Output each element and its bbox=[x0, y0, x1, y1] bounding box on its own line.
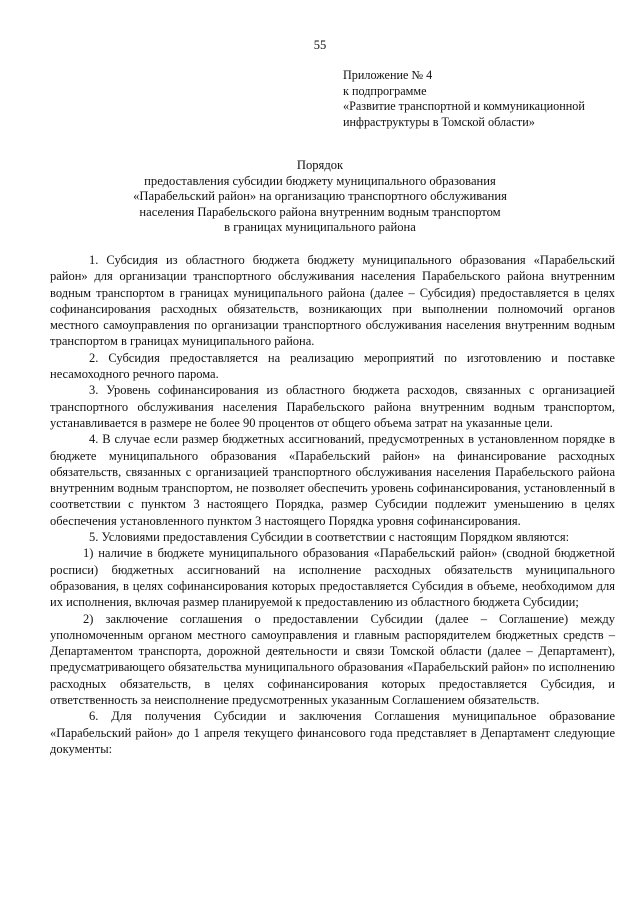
paragraph-4: 4. В случае если размер бюджетных ассигнований, предусмотренных в установленном порядке в бюджете муниципального образования «Парабельский район» на финансирование расходных обязательств, связанных с организацией транспортного обслуживания населения Парабельского района внутренним водным транспортом, не позволяет обеспечить уровень софинансирования, установленный в соответствии с пунктом 3 настоящего Порядка, размер Субсидии подлежит уменьшению в целях обеспечения установленного пунктом 3 настоящего Порядка уровня софинансирования. bbox=[50, 432, 615, 528]
paragraph-5: 5. Условиями предоставления Субсидии в соответствии с настоящим Порядком являются: bbox=[89, 530, 570, 545]
paragraph-2: 2. Субсидия предоставляется на реализацию мероприятий по изготовлению и поставке несамоходного речного парома. bbox=[50, 350, 615, 382]
paragraph-1: 1. Субсидия из областного бюджета бюджету муниципального образования «Парабельский район» для организации транспортного обслуживания населения Парабельского района внутренним водным транспортом в границах муниципального района (далее – Субсидия) предоставляется в целях софинансирования расходных обязательств, возникающих при выполнении полномочий органов местного самоуправления по организации транспортного обслуживания населения внутренним водным транспортом в границах муниципального района. bbox=[50, 253, 615, 349]
paragraph-3: 3. Уровень софинансирования из областного бюджета расходов, связанных с организацией транспортного обслуживания населения Парабельского района внутренним водным транспортом, устанавливается в размере не более 90 процентов от общего объема затрат на указанные цели. bbox=[50, 383, 615, 430]
appendix-line: инфраструктуры в Томской области» bbox=[343, 114, 535, 129]
document-body bbox=[50, 252, 615, 757]
appendix-header bbox=[343, 68, 623, 130]
title-line: Порядок bbox=[296, 158, 344, 172]
document-title bbox=[0, 158, 640, 236]
paragraph-5-item-2: 2) заключение соглашения о предоставлении Субсидии (далее – Соглашение) между уполномоченным органом местного самоуправления и главным распорядителем бюджетных средств – Департаментом транспорта, дорожной деятельности и связи Томской области (далее – Департамент), предусматривающего обязательства муниципального образования «Парабельский район» по исполнению расходных обязательств, в целях софинансирования которых предоставляется Субсидия, и ответственность за неисполнение предусмотренных указанным Соглашением обязательств. bbox=[50, 611, 615, 708]
paragraph-6: 6. Для получения Субсидии и заключения Соглашения муниципальное образование «Парабельский район» до 1 апреля текущего финансового года представляет в Департамент следующие документы: bbox=[50, 709, 615, 756]
appendix-line: Приложение № 4 bbox=[343, 68, 433, 82]
title-line: населения Парабельского района внутренним водным транспортом bbox=[139, 204, 501, 219]
page-number: 55 bbox=[313, 38, 327, 52]
title-line: в границах муниципального района bbox=[224, 220, 416, 235]
title-line: предоставления субсидии бюджету муниципального образования bbox=[144, 173, 496, 188]
appendix-line: «Развитие транспортной и коммуникационной bbox=[343, 99, 585, 113]
paragraph-5-item-1: 1) наличие в бюджете муниципального образования «Парабельский район» (сводной бюджетной росписи) бюджетных ассигнований на исполнение расходных обязательств муниципального образования, в целях софинансирования которых предоставляется Субсидия в объеме, необходимом для их исполнения, включая размер планируемой к предоставлению из областного бюджета Субсидии; bbox=[50, 546, 615, 610]
appendix-line: к подпрограмме bbox=[343, 83, 427, 98]
title-line: «Парабельский район» на организацию транспортного обслуживания bbox=[133, 189, 507, 204]
